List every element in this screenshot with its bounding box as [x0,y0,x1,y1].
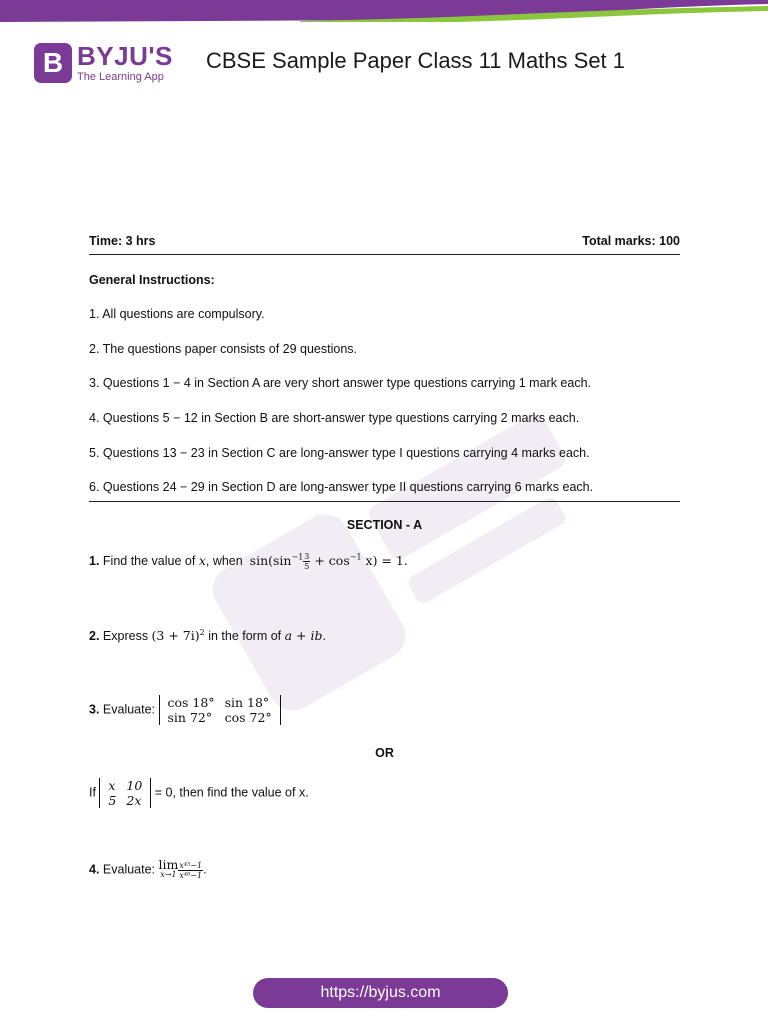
instruction-item: 2. The questions paper consists of 29 questions. [89,342,357,356]
question-3-alternative [89,778,680,808]
math-expression: sin(sin [249,552,292,568]
question-number: 1. [89,553,100,568]
question-1 [89,552,680,571]
matrix-cell: sin 18° [224,695,270,710]
question-2 [89,628,680,643]
matrix-cell: cos 72° [224,710,272,725]
question-number: 2. [89,629,100,644]
question-number: 4. [89,862,100,877]
fraction-denominator: 5 [304,562,310,571]
question-number: 3. [89,702,100,717]
math-expression: x) = 1. [361,552,408,568]
matrix-cell: cos 18° [167,695,215,710]
instruction-item: 1. All questions are compulsory. [89,307,265,321]
fraction-numerator: x⁴⁵−1 [179,860,203,870]
math-variable: x [198,552,206,568]
question-text: Express [99,629,152,644]
math-expression: + cos [310,552,350,568]
instruction-item: 5. Questions 13 − 23 in Section C are long-answer type I questions carrying 4 marks each. [89,446,590,460]
limit-subscript: x→1 [160,870,177,879]
instruction-item: 4. Questions 5 − 12 in Section B are short-answer type questions carrying 2 marks each. [89,411,580,425]
fraction-denominator: x⁴⁰−1 [179,870,203,880]
question-text: = 0, then find the value of x. [151,785,309,800]
question-4 [89,857,680,880]
determinant [99,778,151,808]
time-label: Time: 3 hrs [89,234,156,248]
math-expression: (3 + 7i) [151,628,200,644]
logo-letter: B [42,47,64,78]
instructions-heading: General Instructions: [89,273,215,287]
limit-operator: lim [158,857,179,872]
fraction [178,861,203,880]
matrix-cell: x [108,778,116,793]
determinant [159,695,281,725]
logo-tagline: The Learning App [77,71,164,83]
question-text: . [322,629,326,644]
math-superscript: −1 [349,552,362,562]
question-text: Evaluate: [99,702,159,717]
total-marks-label: Total marks: 100 [582,234,680,248]
top-color-bar [0,0,768,22]
matrix-cell: 10 [126,778,143,793]
limit [158,857,179,880]
or-label: OR [375,746,394,760]
math-superscript: −1 [291,552,304,562]
matrix-cell: 2x [126,793,142,808]
question-text: Find the value of [99,553,199,568]
instruction-item: 3. Questions 1 − 4 in Section A are very short answer type questions carrying 1 mark each. [89,376,591,390]
instruction-item: 6. Questions 24 − 29 in Section D are long-answer type II questions carrying 6 marks each. [89,480,594,494]
matrix-cell: 5 [108,793,117,808]
section-heading: SECTION - A [346,518,423,532]
math-expression: a + ib [284,628,323,644]
question-text: in the form of [204,629,285,644]
instructions-rule [89,501,680,502]
document-title: CBSE Sample Paper Class 11 Maths Set 1 [206,48,626,73]
footer-url-link[interactable]: https://byjus.com [320,984,441,1001]
math-superscript: 2 [199,628,205,637]
question-3 [89,695,680,725]
question-text: . [203,862,207,877]
question-text: , when [205,553,247,568]
question-text: If [89,785,100,800]
byjus-logo [34,41,184,87]
fraction-numerator: 3 [304,552,310,561]
question-text: Evaluate: [99,862,159,877]
header-rule [89,254,680,255]
matrix-cell: sin 72° [167,710,213,725]
logo-name: BYJU'S [77,41,173,71]
